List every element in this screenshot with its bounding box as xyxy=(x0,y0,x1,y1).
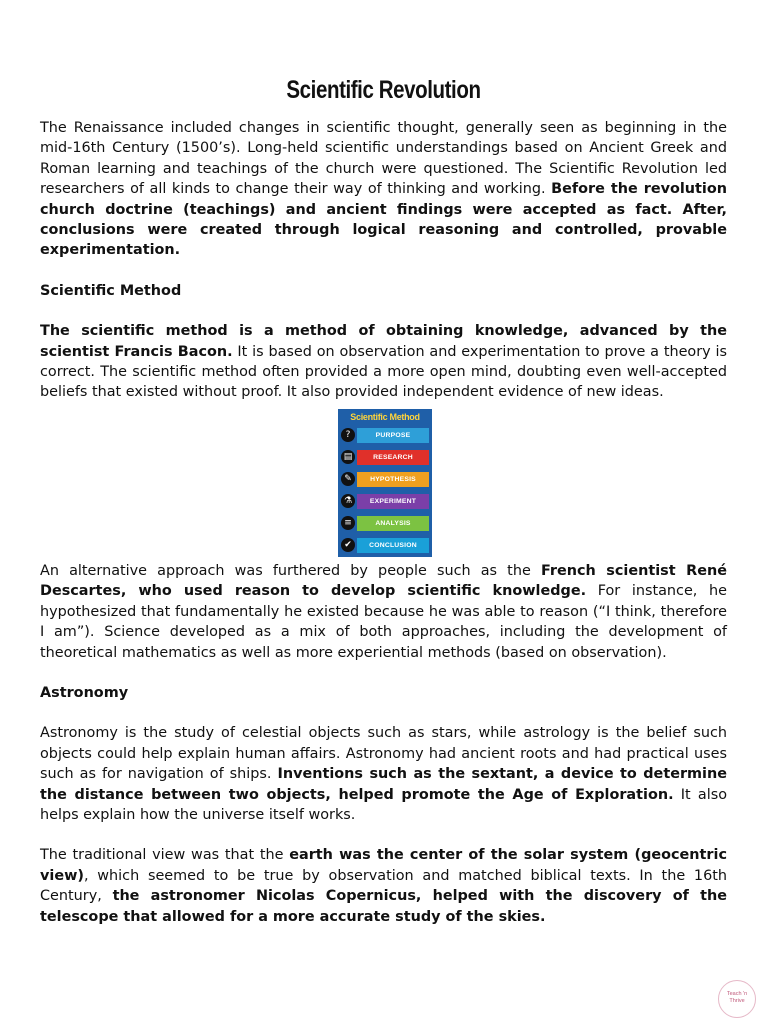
method-text: It is based on observation and experimentation to prove a theory is correct. The scientific method often provided a more open mind, doubting even well-accepted beliefs that existed without proof. It also provided independent evidence of new ideas. xyxy=(40,343,727,401)
astronomy-paragraph xyxy=(40,723,727,825)
intro-paragraph xyxy=(40,118,727,261)
intro-bold-text: Before the revolution church doctrine (teachings) and ancient findings were accepted as fact. After, conclusions were created through logical reasoning and controlled, provable experimentation. xyxy=(40,181,727,259)
geocentric-bold-text-1: earth was the center of the solar system (geocentric view) xyxy=(40,847,727,884)
document-page xyxy=(40,76,727,927)
geocentric-bold-text-2: the astronomer Nicolas Copernicus, helped with the discovery of the telescope that allowed for a more accurate study of the skies. xyxy=(40,888,727,925)
descartes-bold-text: French scientist René Descartes, who used reason to develop scientific knowledge. xyxy=(40,562,727,600)
geocentric-text-2: , which seemed to be true by observation and matched biblical texts. In the 16th Century, xyxy=(40,867,727,905)
infographic-step xyxy=(341,448,429,467)
descartes-text-1: An alternative approach was furthered by people such as the xyxy=(40,562,541,579)
infographic-step xyxy=(341,492,429,511)
scientific-method-infographic xyxy=(338,409,432,557)
logo-line-2: Thrive xyxy=(729,998,745,1004)
astronomy-bold-text: Inventions such as the sextant, a device to determine the distance between two objects, helped promote the Age of Exploration. xyxy=(40,766,727,803)
geocentric-paragraph xyxy=(40,845,727,927)
method-bold-text: The scientific method is a method of obtaining knowledge, advanced by the scientist Francis Bacon. xyxy=(40,323,727,360)
step-label: ANALYSIS xyxy=(357,516,429,531)
step-icon: ✎ xyxy=(341,472,355,486)
step-icon: ? xyxy=(341,428,355,442)
infographic-step xyxy=(341,536,429,555)
step-icon: ✔ xyxy=(341,538,355,552)
page-title: Scientific Revolution xyxy=(286,76,481,104)
descartes-paragraph xyxy=(40,561,727,663)
infographic-step xyxy=(341,470,429,489)
infographic-wrap xyxy=(40,405,727,561)
intro-text: The Renaissance included changes in scientific thought, generally seen as beginning in the mid-16th Century (1500’s). Long-held scientific understandings based on Ancient Greek and Roman learning and teachings of the church were questioned. The Scientific Revolution led researchers of all kinds to change their way of thinking and working. xyxy=(40,120,727,198)
astronomy-text-2: It also helps explain how the universe itself works. xyxy=(40,786,728,823)
section-heading-astronomy: Astronomy xyxy=(40,684,129,701)
step-icon: ▤ xyxy=(341,450,355,464)
step-label: PURPOSE xyxy=(357,428,429,443)
infographic-step xyxy=(341,426,429,445)
step-label: CONCLUSION xyxy=(357,538,429,553)
infographic-step xyxy=(341,514,429,533)
infographic-title: Scientific Method xyxy=(350,411,420,422)
step-icon: ⚗ xyxy=(341,494,355,508)
teach-n-thrive-logo xyxy=(718,980,756,1018)
step-icon: ≡ xyxy=(341,516,355,530)
section-heading-scientific-method: Scientific Method xyxy=(40,282,182,299)
step-label: HYPOTHESIS xyxy=(357,472,429,487)
logo-line-1: Teach 'n xyxy=(726,991,748,997)
geocentric-text-1: The traditional view was that the xyxy=(40,847,290,864)
step-label: RESEARCH xyxy=(357,450,429,465)
descartes-text-2: For instance, he hypothesized that fundamentally he existed because he was able to reason (“I think, therefore I am”). Science developed as a mix of both approaches, including the development of theoretical mathematics as well as more experiential methods (based on observation). xyxy=(40,583,727,661)
astronomy-text: Astronomy is the study of celestial objects such as stars, while astrology is the belief such objects could help explain human affairs. Astronomy had ancient roots and had practical uses such as for navigation of ships. xyxy=(40,725,727,783)
step-label: EXPERIMENT xyxy=(357,494,429,509)
method-paragraph xyxy=(40,321,727,403)
